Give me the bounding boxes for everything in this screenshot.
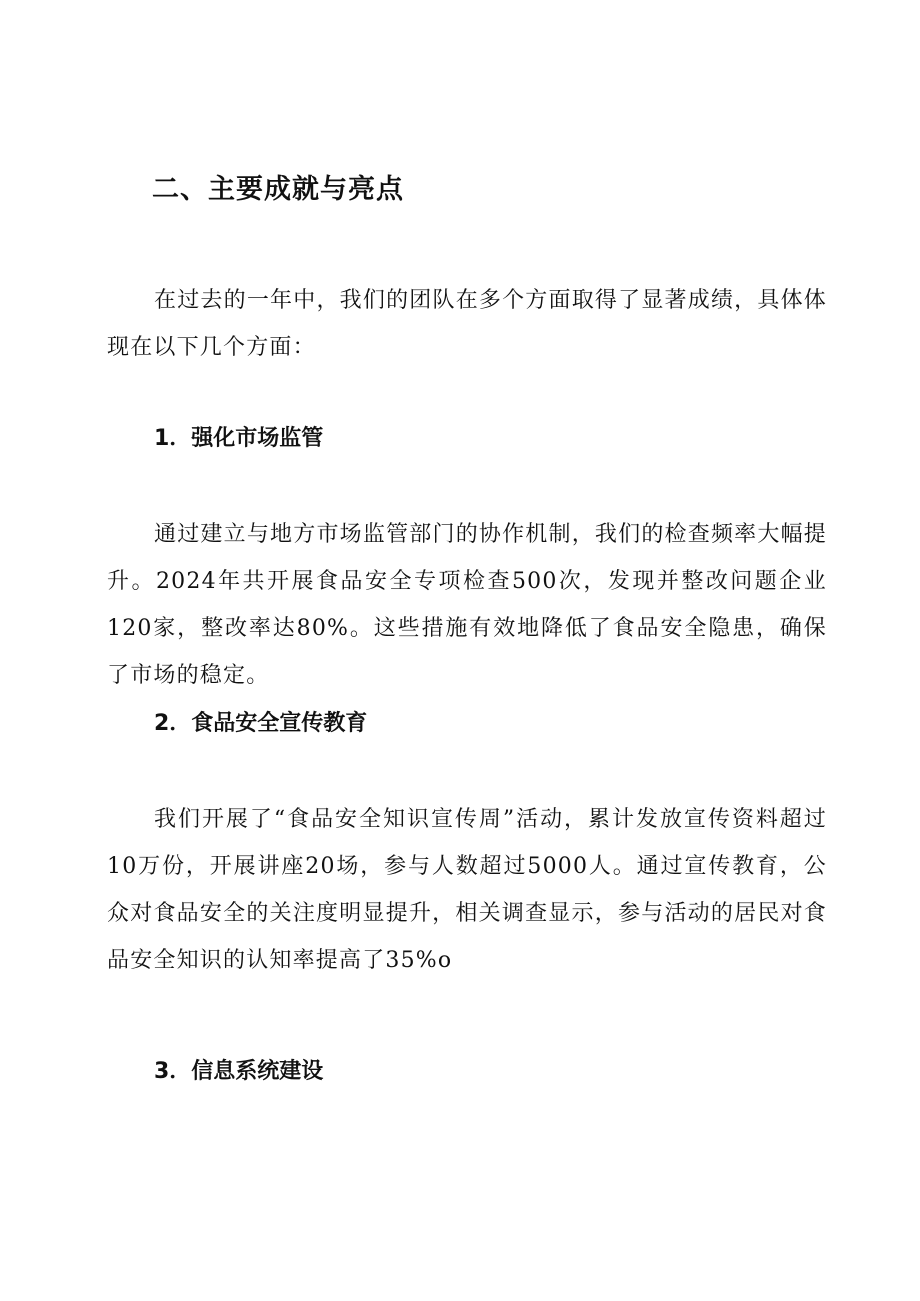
intro-paragraph: 在过去的一年中，我们的团队在多个方面取得了显著成绩，具体体现在以下几个方面： [107,288,827,360]
subheading-market-supervision: 1．强化市场监管 [154,426,324,451]
section-title: 二、主要成就与亮点 [152,174,404,205]
paragraph-food-safety-education: 我们开展了“食品安全知识宣传周”活动，累计发放宣传资料超过10万份，开展讲座20场，参与人数超过5000人。通过宣传教育，公众对食品安全的关注度明显提升，相关调查显示，参与活动的居民对食品安全知识的认知率提高了35%o [107,807,827,973]
subheading-information-system: 3．信息系统建设 [154,1059,324,1084]
paragraph-market-supervision: 通过建立与地方市场监管部门的协作机制，我们的检查频率大幅提升。2024年共开展食品安全专项检查500次，发现并整改问题企业120家，整改率达80%。这些措施有效地降低了食品安全隐患，确保了市场的稳定。 [107,522,827,688]
subheading-food-safety-education: 2．食品安全宣传教育 [154,711,368,736]
